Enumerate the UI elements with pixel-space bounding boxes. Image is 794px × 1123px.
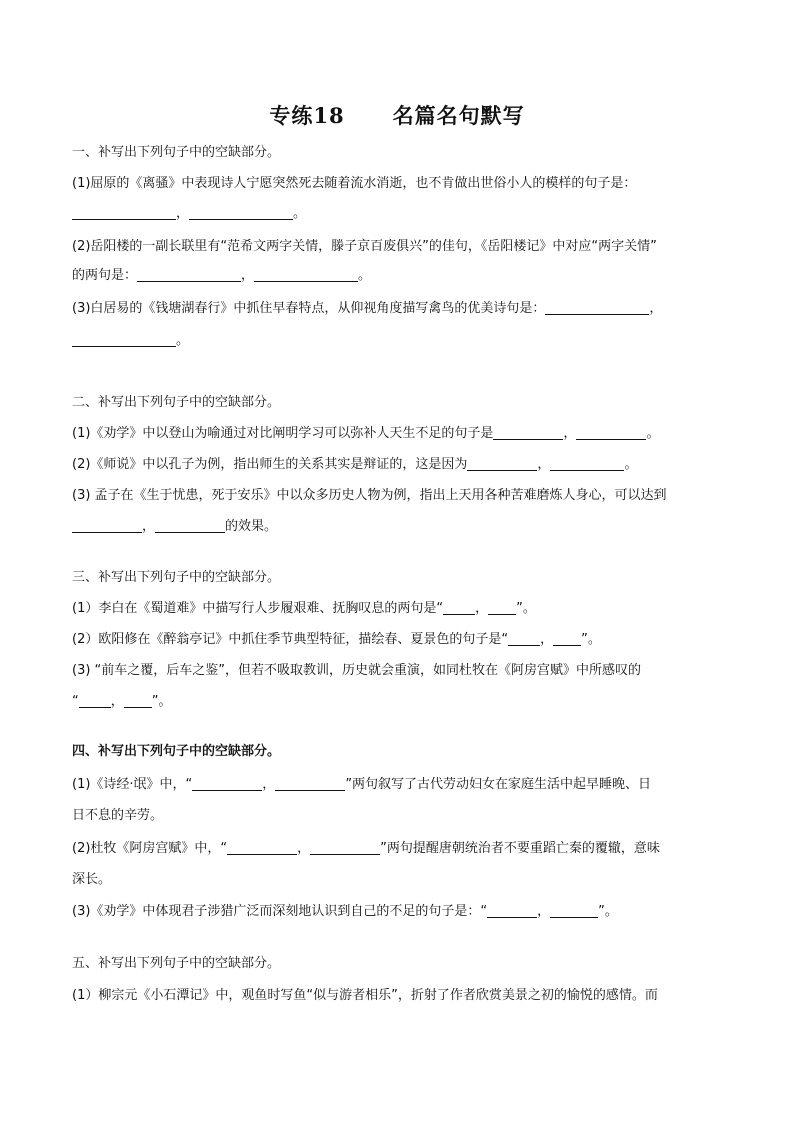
question-1-2-cont: 的两句是： ， 。 — [72, 268, 372, 283]
answer-blank[interactable] — [550, 456, 624, 471]
answer-blank[interactable] — [189, 205, 293, 220]
answer-blank[interactable] — [227, 840, 297, 855]
answer-blank[interactable] — [79, 693, 111, 708]
question-3-1: (1）李白在《蜀道难》中描写行人步履艰难、抚胸叹息的两句是“ ， ”。 — [72, 601, 536, 616]
answer-blank[interactable] — [576, 425, 646, 440]
question-3-3: (3) “前车之覆，后车之鉴”，但若不吸取教训，历史就会重演，如同杜牧在《阿房宫赋》中所感叹的 — [72, 663, 642, 678]
question-4-1-cont: 日不息的辛劳。 — [72, 808, 164, 823]
answer-blank[interactable] — [124, 693, 152, 708]
answer-blank[interactable] — [310, 840, 380, 855]
answer-blank[interactable] — [493, 425, 563, 440]
question-2-1: (1)《劝学》中以登山为喻通过对比阐明学习可以弥补人天生不足的句子是 ， 。 — [72, 426, 660, 441]
question-4-2-cont: 深长。 — [72, 872, 112, 887]
question-5-1: (1）柳宗元《小石潭记》中，观鱼时写鱼“似与游者相乐”，折射了作者欣赏美景之初的愉悦的感情。而 — [72, 988, 658, 1003]
question-1-1: (1)屈原的《离骚》中表现诗人宁愿突然死去随着流水消逝，也不肯做出世俗小人的模样的句子是： — [72, 176, 637, 191]
answer-blank[interactable] — [254, 267, 358, 282]
answer-blank[interactable] — [545, 300, 649, 315]
answer-blank[interactable] — [508, 631, 540, 646]
section-2-heading: 二、补写出下列句子中的空缺部分。 — [72, 395, 281, 410]
answer-blank[interactable] — [443, 600, 475, 615]
answer-line-1-1: ， 。 — [72, 204, 722, 224]
answer-blank[interactable] — [550, 903, 598, 918]
title-code: 专练18 — [269, 103, 345, 128]
answer-line-3-3: “ ， ”。 — [72, 694, 172, 709]
answer-blank[interactable] — [275, 776, 345, 791]
question-3-2: (2）欧阳修在《醉翁亭记》中抓住季节典型特征，描绘春、夏景色的句子是“ ， ”。 — [72, 632, 601, 647]
answer-blank[interactable] — [155, 518, 225, 533]
answer-blank[interactable] — [72, 518, 142, 533]
question-4-2: (2)杜牧《阿房宫赋》中，“ ， ”两句提醒唐朝统治者不要重蹈亡秦的覆辙，意味 — [72, 841, 660, 856]
section-3-heading: 三、补写出下列句子中的空缺部分。 — [72, 570, 281, 585]
question-2-3: (3) 孟子在《生于忧患，死于安乐》中以众多历史人物为例，指出上天用各种苦难磨炼人身心，可以达到 — [72, 488, 667, 503]
answer-blank[interactable] — [137, 267, 241, 282]
section-1-heading: 一、补写出下列句子中的空缺部分。 — [72, 145, 281, 160]
question-4-1: (1)《诗经·氓》中，“ ， ”两句叙写了古代劳动妇女在家庭生活中起早睡晚、日 — [72, 777, 652, 792]
question-1-2: (2)岳阳楼的一副长联里有“范希文两字关情，滕子京百废俱兴”的佳句，《岳阳楼记》中对应“两字关情” — [72, 239, 657, 254]
title-subject: 名篇名句默写 — [392, 103, 525, 128]
question-4-3: (3)《劝学》中体现君子涉猎广泛而深刻地认识到自己的不足的句子是：“ ， ”。 — [72, 904, 618, 919]
section-4-heading: 四、补写出下列句子中的空缺部分。 — [72, 744, 281, 759]
answer-line-2-3: ， 的效果。 — [72, 517, 722, 537]
answer-blank[interactable] — [487, 903, 537, 918]
question-2-2: (2)《师说》中以孔子为例，指出师生的关系其实是辩证的，这是因为 ， 。 — [72, 457, 638, 472]
answer-line-1-3: 。 — [72, 331, 722, 351]
question-1-3: (3)白居易的《钱塘湖春行》中抓住早春特点，从仰视角度描写禽鸟的优美诗句是： ， — [72, 301, 663, 316]
answer-blank[interactable] — [72, 332, 176, 347]
answer-blank[interactable] — [467, 456, 537, 471]
answer-blank[interactable] — [553, 631, 581, 646]
answer-blank[interactable] — [72, 205, 176, 220]
answer-blank[interactable] — [192, 776, 262, 791]
answer-blank[interactable] — [488, 600, 516, 615]
page-title — [0, 100, 794, 130]
section-5-heading: 五、补写出下列句子中的空缺部分。 — [72, 956, 281, 971]
